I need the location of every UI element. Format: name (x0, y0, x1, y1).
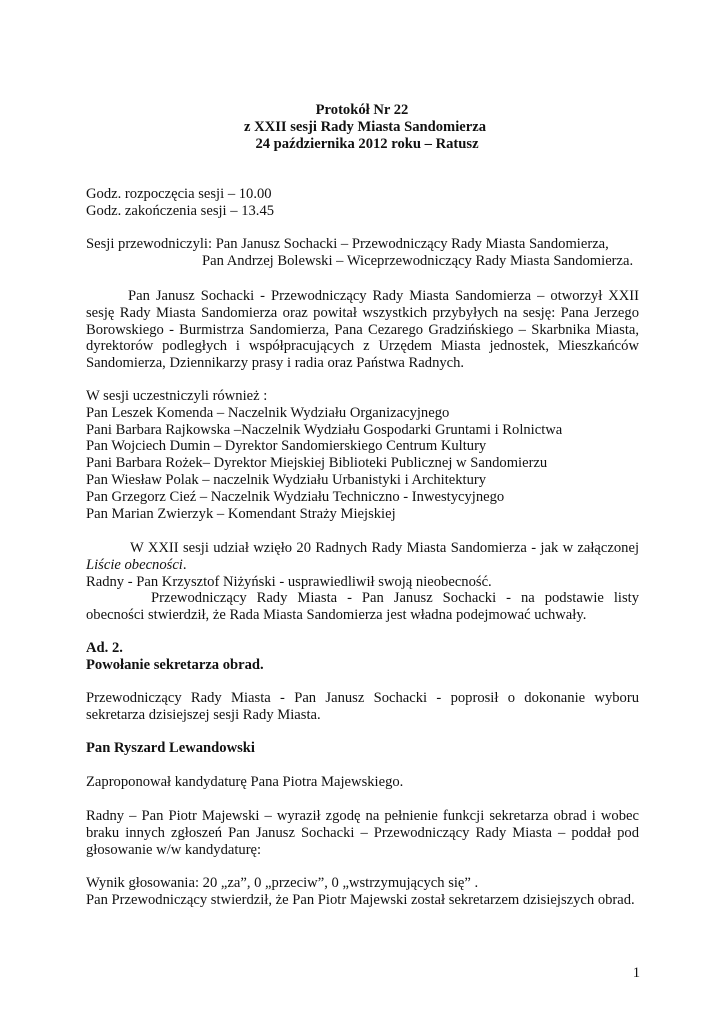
agenda-item-number: Ad. 2. (86, 640, 123, 656)
page-number: 1 (632, 965, 640, 981)
participant-item: Pan Grzegorz Cieź – Naczelnik Wydziału Techniczno - Inwestycyjnego (86, 488, 505, 505)
attendance-period: . (182, 556, 187, 573)
secretary-result: Pan Przewodniczący stwierdził, że Pan Piotr Majewski został sekretarzem dzisiejszych obrad. (86, 891, 635, 908)
chairs-line-2: Pan Andrzej Bolewski – Wiceprzewodniczący Rady Miasta Sandomierza. (202, 252, 634, 269)
request-line: Przewodniczący Rady Miasta - Pan Janusz Sochacki - poprosił o dokonanie wyboru (86, 690, 639, 706)
request-line: sekretarza dzisiejszej sesji Rady Miasta. (86, 706, 321, 723)
agenda-item-heading (86, 640, 639, 674)
title-line-1: Protokół Nr 22 (315, 102, 409, 118)
quorum-line: Przewodniczący Rady Miasta - Pan Janusz Sochacki - na podstawie listy (151, 590, 639, 607)
attendance-paragraph (86, 540, 639, 624)
title-line-2: z XXII sesji Rady Miasta Sandomierza (243, 118, 486, 135)
agenda-item-title: Powołanie sekretarza obrad. (86, 656, 264, 673)
attendance-line (86, 557, 639, 574)
participant-item: Pan Wojciech Dumin – Dyrektor Sandomierskiego Centrum Kultury (86, 438, 487, 455)
participants-list (86, 388, 639, 522)
chairs-line-1: Sesji przewodniczyli: Pan Janusz Sochacki – Przewodniczący Rady Miasta Sandomierza, (86, 236, 609, 252)
session-chairs (86, 236, 639, 270)
opening-line: dyrektorów podległych i współpracujących z Urzędem Miasta jednostek, Mieszkańców (86, 338, 639, 355)
participant-item: Pani Barbara Rajkowska –Naczelnik Wydziału Gospodarki Gruntami i Rolnictwa (86, 421, 563, 438)
opening-line: sesję Rady Miasta Sandomierza oraz powitał wszystkich przybyłych na sesję: Pana Jerzego (86, 304, 639, 321)
participants-heading: W sesji uczestniczyli również : (86, 388, 268, 404)
speaker-label: Pan Ryszard Lewandowski (86, 740, 255, 756)
opening-line: Pan Janusz Sochacki - Przewodniczący Rady Miasta Sandomierza – otworzył XXII (128, 288, 639, 304)
vote-paragraph (86, 875, 639, 909)
attendance-list-reference: Liście obecności (86, 556, 183, 573)
participant-item: Pan Wiesław Polak – naczelnik Wydziału Urbanistyki i Architektury (86, 471, 487, 488)
consent-line: braku innych zgłoszeń Pan Janusz Sochacki – Przewodniczący Rady Miasta – poddał pod (86, 824, 639, 841)
attendance-line: W XXII sesji udział wzięło 20 Radnych Rady Miasta Sandomierza - jak w załączonej (130, 540, 639, 556)
document-title (0, 102, 724, 152)
end-time: Godz. zakończenia sesji – 13.45 (86, 202, 275, 219)
speaker-name (86, 740, 639, 757)
consent-paragraph (86, 808, 639, 858)
secretary-request-paragraph (86, 690, 639, 724)
start-time: Godz. rozpoczęcia sesji – 10.00 (86, 186, 272, 202)
proposal-paragraph (86, 774, 639, 791)
opening-paragraph (86, 288, 639, 372)
participant-item: Pan Leszek Komenda – Naczelnik Wydziału Organizacyjnego (86, 404, 450, 421)
session-times (86, 186, 639, 220)
participant-item: Pani Barbara Rożek– Dyrektor Miejskiej Biblioteki Publicznej w Sandomierzu (86, 455, 548, 472)
consent-line: Radny – Pan Piotr Majewski – wyraził zgodę na pełnienie funkcji sekretarza obrad i wobec (86, 808, 639, 824)
absence-line: Radny - Pan Krzysztof Niżyński - usprawiedliwił swoją nieobecność. (86, 573, 492, 590)
quorum-line: obecności stwierdził, że Rada Miasta Sandomierza jest władna podejmować uchwały. (86, 607, 587, 624)
vote-result: Wynik głosowania: 20 „za”, 0 „przeciw”, 0 „wstrzymujących się” . (86, 875, 479, 891)
participant-item: Pan Marian Zwierzyk – Komendant Straży Miejskiej (86, 505, 396, 522)
title-line-3: 24 października 2012 roku – Ratusz (255, 135, 479, 152)
opening-line: Sandomierza, Dziennikarzy prasy i radia oraz Państwa Radnych. (86, 355, 465, 372)
consent-line: głosowanie w/w kandydaturę: (86, 841, 262, 858)
proposal-line: Zaproponował kandydaturę Pana Piotra Majewskiego. (86, 774, 404, 790)
opening-line: Borowskiego - Burmistrza Sandomierza, Pana Cezarego Gradzińskiego – Skarbnika Miasta, (86, 321, 639, 338)
